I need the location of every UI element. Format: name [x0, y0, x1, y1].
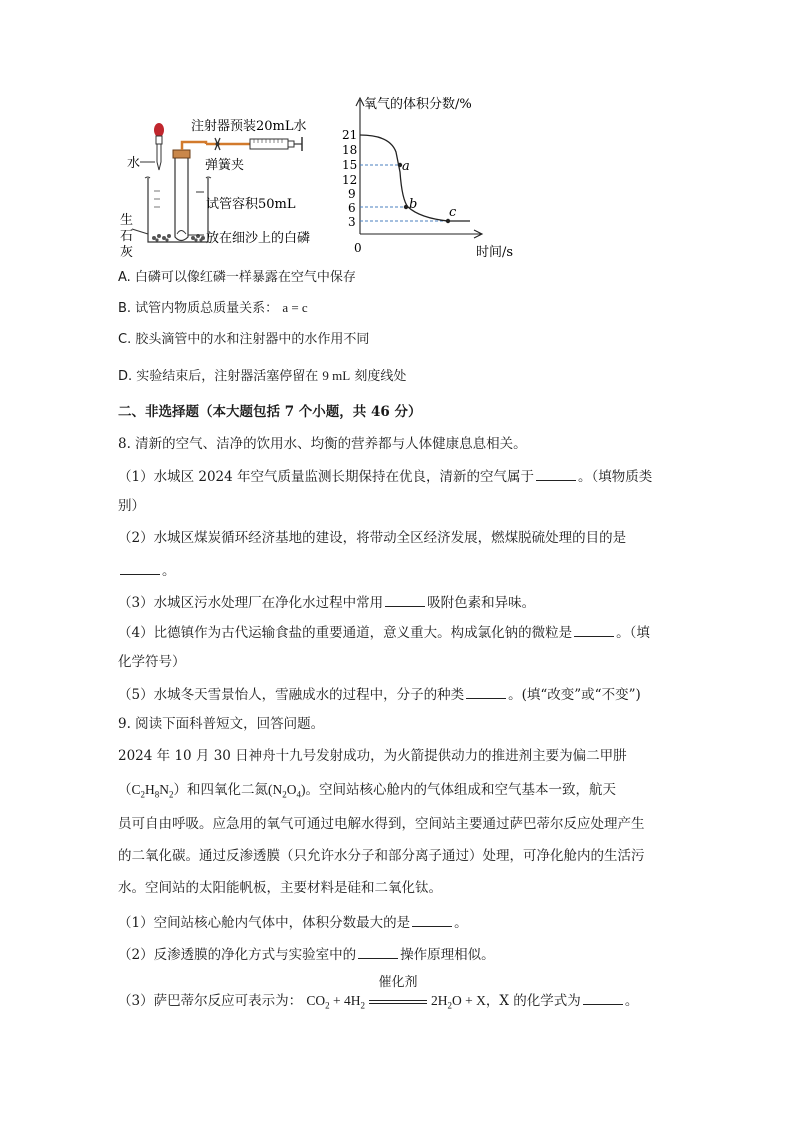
q8-part5	[118, 684, 641, 705]
ytick-3: 3	[348, 215, 356, 229]
syringe	[250, 137, 302, 151]
q8-part1-cont: 别）	[118, 498, 145, 514]
option-b-text: B. 试管内物质总质量关系：	[118, 301, 279, 316]
label-c: c	[449, 205, 457, 220]
q8-p5-tail: 。(填“改变”或“不变”)	[508, 687, 641, 703]
lime-label-1: 生	[120, 213, 134, 228]
stopper	[173, 150, 190, 158]
answer-blank[interactable]	[120, 560, 160, 575]
answer-blank[interactable]	[536, 466, 576, 481]
spring-clamp	[215, 138, 220, 150]
q9-p1-tail: 。	[454, 915, 468, 931]
q8-p4-tail: 。（填	[616, 625, 650, 641]
catalyst-arrow	[369, 975, 427, 1011]
label-b: b	[409, 197, 418, 212]
oxygen-graph	[342, 96, 513, 260]
q8-p4-text: （4）比德镇作为古代运输食盐的重要通道，意义重大。构成氯化钠的微粒是	[118, 625, 573, 641]
q8-p5-text: （5）水城冬天雪景怡人，雪融成水的过程中，分子的种类	[118, 687, 465, 703]
option-b	[118, 298, 308, 319]
graph-origin: 0	[354, 241, 362, 255]
apparatus-and-graph	[110, 92, 530, 262]
q8-p1-text: （1）水城区 2024 年空气质量监测长期保持在优良，清新的空气属于	[118, 469, 535, 485]
q9-passage-3: 员可自由呼吸。应急用的氧气可通过电解水得到，空间站主要通过萨巴蒂尔反应处理产生	[118, 816, 645, 832]
q9-p3-mid: ，X 的化学式为	[485, 993, 581, 1009]
q8-part4	[118, 622, 650, 643]
q9-l2-mid: ）和四氧化二氮	[173, 782, 269, 798]
option-d-text: D. 实验结束后，注射器活塞停留在	[118, 369, 319, 384]
white-phosphorus	[177, 231, 186, 235]
q9-part3	[118, 975, 639, 1016]
q8-part1	[118, 466, 652, 487]
q8-p1-tail: 。（填物质类	[578, 469, 653, 485]
q9-passage-2	[118, 780, 616, 805]
answer-blank[interactable]	[466, 684, 506, 699]
q8-part2-cont	[118, 560, 176, 581]
q9-part2	[118, 944, 495, 965]
lime-label-3: 灰	[120, 245, 134, 260]
clamp-label: 弹簧夹	[205, 158, 245, 173]
q9-stem: 9. 阅读下面科普短文，回答问题。	[118, 716, 325, 732]
ytick-12: 12	[342, 173, 358, 187]
option-d-value: 9 mL	[322, 368, 351, 383]
q9-p1-text: （1）空间站核心舱内气体中，体积分数最大的是	[118, 915, 411, 931]
syringe-label: 注射器预装20mL水	[191, 119, 307, 134]
ytick-21: 21	[342, 128, 358, 142]
section-2-heading: 二、非选择题（本大题包括 7 个小题，共 46 分）	[118, 404, 422, 420]
q9-p2-text: （2）反渗透膜的净化方式与实验室中的	[118, 947, 357, 963]
option-b-expr: a = c	[282, 300, 308, 315]
graph-xlabel: 时间/s	[476, 245, 514, 260]
ytick-18: 18	[342, 143, 358, 157]
q8-p3-text: （3）水城区污水处理厂在净化水过程中常用	[118, 595, 384, 611]
option-a: A. 白磷可以像红磷一样暴露在空气中保存	[118, 270, 356, 285]
water-label: 水	[127, 156, 141, 171]
q9-passage-1: 2024 年 10 月 30 日神舟十九号发射成功，为火箭提供动力的推进剂主要为偏二甲肼	[118, 748, 627, 764]
ytick-6: 6	[348, 201, 356, 215]
answer-blank[interactable]	[412, 912, 452, 927]
q9-passage-5: 水。空间站的太阳能帆板，主要材料是硅和二氧化钛。	[118, 880, 442, 896]
dropper	[154, 123, 164, 170]
experiment-figure	[110, 92, 530, 262]
label-a: a	[402, 159, 410, 174]
paren-open: （	[118, 782, 132, 798]
q8-part3	[118, 592, 535, 613]
test-tube	[175, 158, 188, 241]
ytick-15: 15	[342, 158, 358, 172]
option-c: C. 胶头滴管中的水和注射器中的水作用不同	[118, 332, 370, 347]
formula-n2o4: $(N_2O_4)$	[268, 782, 306, 800]
answer-blank[interactable]	[358, 944, 398, 959]
q8-p3-tail: 吸附色素和异味。	[427, 595, 536, 611]
q9-l2-tail: 。空间站核心舱内的气体组成和空气基本一致，航天	[305, 782, 617, 798]
catalyst-label: 催化剂	[378, 975, 418, 990]
q8-stem: 8. 清新的空气、洁净的饮用水、均衡的营养都与人体健康息息相关。	[118, 436, 527, 452]
q9-p2-tail: 操作原理相似。	[400, 947, 495, 963]
point-b	[404, 205, 408, 209]
option-d	[118, 366, 406, 387]
q9-passage-4: 的二氧化碳。通过反渗透膜（只允许水分子和部分离子通过）处理，可净化舱内的生活污	[118, 848, 645, 864]
phosphorus-label: 放在细沙上的白磷	[206, 231, 311, 246]
reaction-equation: $CO_2 + 4H_2$ 催化剂 $2H_2O + X$	[306, 975, 486, 1011]
ytick-9: 9	[348, 187, 356, 201]
option-d-tail: 刻度线处	[354, 369, 407, 384]
graph-ylabel: 氧气的体积分数/%	[364, 97, 472, 112]
answer-blank[interactable]	[583, 990, 623, 1005]
formula-c2h8n2: $C_2H_8N_2$	[131, 782, 174, 800]
q8-p2-tail: 。	[162, 563, 176, 579]
q9-p3-tail: 。	[624, 993, 639, 1009]
lime-label-2: 石	[120, 229, 134, 244]
q8-part2: （2）水城区煤炭循环经济基地的建设，将带动全区经济发展，燃煤脱硫处理的目的是	[118, 530, 627, 546]
q8-part4-cont: 化学符号）	[118, 654, 186, 670]
tube-label: 试管容积50mL	[206, 197, 296, 212]
answer-blank[interactable]	[385, 592, 425, 607]
answer-blank[interactable]	[574, 622, 614, 637]
q9-p3-text: （3）萨巴蒂尔反应可表示为：	[118, 993, 303, 1009]
q9-part1	[118, 912, 468, 933]
